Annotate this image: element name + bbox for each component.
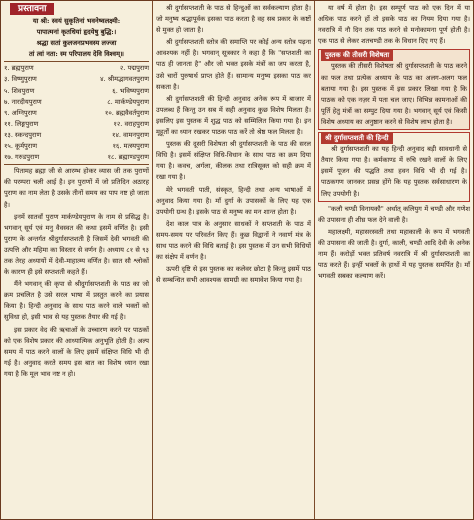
purana-name: १२. वराहपुराण <box>113 119 149 128</box>
purana-name: १७. गरुडपुराण <box>4 153 40 162</box>
quote-paragraph: "कलौ चण्डी विनायकौ" अर्थात् कलियुग में चण्डी और गणेश की उपासना ही शीघ्र फल देने वाली है। <box>318 204 470 224</box>
column-3 <box>315 1 473 519</box>
verse-line: पापात्मनां कृतधियां हृदयेषु बुद्धि:। <box>36 28 117 37</box>
paragraph: मेरे भगवती पाती, संस्कृत, हिन्दी तथा अन्य भाषाओं में अनुवाद किया गया है। माँ दुर्गा के उपासकों के लिए यह एक उपयोगी ग्रन्थ है। इसके पाठ से मनुष्य का मन शान्त होता है। <box>156 185 311 216</box>
purana-name: १०. ब्रह्मवैवर्तपुराण <box>104 108 149 117</box>
list-item <box>4 130 149 141</box>
list-item <box>4 152 149 163</box>
purana-name: १८. ब्रह्माण्डपुराण <box>107 153 149 162</box>
box-heading: पुस्तक की तीसरी विशेषता <box>321 50 393 61</box>
paragraph: श्री दुर्गासप्तशती के पाठ से हिन्दुओं का सर्वकल्याण होता है। जो मनुष्य श्रद्धापूर्वक इसका पाठ करता है वह सब प्रकार के कष्टों से मुक्त हो जाता है। <box>156 4 311 35</box>
list-item <box>4 119 149 130</box>
purana-name: १३. स्कन्दपुराण <box>4 130 42 139</box>
paragraph: या वर्ष में होता है। इस सम्पूर्ण पाठ को एक दिन में या अधिक पाठ करने हों तो इसके पाठ का नियम दिया गया है। नवरात्रि में नौ दिन तक पाठ करने से मनोकामना पूर्ण होती है। एक पाठ से लेकर शतचण्डी तक के विधान दिए गए हैं। <box>318 4 470 46</box>
list-item <box>4 86 149 97</box>
purana-name: १. ब्रह्मपुराण <box>4 64 34 73</box>
list-item <box>4 97 149 108</box>
list-item <box>4 141 149 152</box>
purana-name: १६. मत्स्यपुराण <box>112 142 149 151</box>
purana-name: २. पद्मपुराण <box>119 64 149 73</box>
paragraph: इनमें सातवाँ पुराण मार्कण्डेयपुराण के नाम से प्रसिद्ध है। भगवान् सूर्य एवं मनु वैवस्वत की कथा इसमें वर्णित है। इसी पुराण के अन्तर्गत श्रीदुर्गासप्तशती है जिसमें देवी भगवती की उत्पत्ति और महिमा का विस्तार से वर्णन है। अध्याय ८१ से ९३ तक तेरह अध्यायों में देवी-माहात्म्य वर्णित है। सात सौ श्लोकों के कारण ही इसे सप्तशती कहते हैं। <box>4 212 149 277</box>
divider <box>4 61 149 62</box>
paragraph: श्री दुर्गासप्तशती स्तोत्र की समाप्ति पर कोई अन्य स्तोत्र पढ़ना आवश्यक नहीं है। भगवान् सूत्रकार ने कहा है कि "सप्तशती का पाठ ही जानता है" और जो भक्त इसके मंत्रों का जप करता है, उसे चारों पुरुषार्थ प्राप्त होते हैं। सामान्य मनुष्य इसका पाठ कर सकता है। <box>156 38 311 91</box>
paragraph: देश काल पात्र के अनुसार साधकों ने सप्तशती के पाठ में समय-समय पर परिवर्तन किए हैं। कुछ विद्वानों ने नवार्ण मंत्र के साथ पाठ करने की विधि बताई है। इस पुस्तक में उन सभी विधियों का संक्षेप में वर्णन है। <box>156 219 311 262</box>
purana-name: ९. अग्निपुराण <box>4 108 37 117</box>
purana-name: ७. नारदीयपुराण <box>4 97 42 106</box>
list-item <box>4 63 149 74</box>
purana-name: ८. मार्कण्डेयपुराण <box>107 97 149 106</box>
box-text: श्री दुर्गासप्तशती का यह हिन्दी अनुवाद बड़ी सावधानी से तैयार किया गया है। कर्मकाण्ड में रुचि रखने वालों के लिए इसमें पूजन की पद्धति तथा हवन विधि भी दी गई है। पाठकगण जानकर प्रसन्न होंगे कि यह पुस्तक सर्वसाधारण के लिए उपयोगी है। <box>321 145 467 198</box>
highlight-box <box>318 132 470 202</box>
verse-line: श्रद्धा सतां कुलजनप्रभवस्य लज्जा <box>36 39 117 48</box>
invocation-verse <box>4 16 149 60</box>
paragraph: महालक्ष्मी, महासरस्वती तथा महाकाली के रूप में भगवती की उपासना की जाती है। दुर्गा, काली, चण्डी आदि देवी के अनेक नाम हैं। करोड़ों भक्त प्रतिवर्ष नवरात्रि में श्री दुर्गासप्तशती का पाठ करते हैं। इन्हीं भक्तों के हाथों में यह पुस्तक समर्पित है। माँ भगवती सबका कल्याण करें। <box>318 227 470 281</box>
page-title: प्रस्तावना <box>10 3 54 15</box>
paragraph: पितामह ब्रह्मा जी से आरम्भ होकर व्यास जी तक पुराणों की परम्परा चली आई है। इन पुराणों में जो प्रतिदिन अठारह पुराण का नाम लेता है उसके तीनों समय का पाप नष्ट हो जाता है। <box>4 167 149 209</box>
paragraph: श्री दुर्गासप्तशती की हिन्दी अनुवाद अनेक रूप में बाजार में उपलब्ध हैं किन्तु उन सब में सही अनुवाद कुछ विशेष मिलता है। इसलिए इस पुस्तक में शुद्ध पाठ को सम्मिलित किया गया है। इन मूहूर्तों का ध्यान रखकर पाठक पाठ करें तो श्रेष्ठ फल मिलता है। <box>156 94 311 137</box>
purana-name: १५. कूर्मपुराण <box>4 142 37 151</box>
purana-name: ११. लिङ्गपुराण <box>4 119 39 128</box>
purana-name: १४. वामनपुराण <box>112 130 149 139</box>
paragraph: पुस्तक की दूसरी विशेषता श्री दुर्गासप्तशती के पाठ की सरल विधि है। इसमें संक्षिप्त विधि-विधान के साथ पाठ का क्रम दिया गया है। कवच, अर्गला, कीलक तथा रात्रिसूक्त को सही क्रम में रखा गया है। <box>156 140 311 182</box>
purana-name: ४. श्रीमद्भागवतपुराण <box>100 75 149 84</box>
purana-list <box>4 63 149 163</box>
purana-name: ६. भविष्यपुराण <box>112 86 149 95</box>
box-heading: श्री दुर्गासप्तशती की हिन्दी <box>321 133 393 144</box>
verse-line: या श्री: स्वयं सुकृतिनां भवनेष्वलक्ष्मी: <box>32 17 121 25</box>
purana-name: ५. शिवपुराण <box>4 86 35 95</box>
purana-name: ३. विष्णुपुराण <box>4 75 37 84</box>
box-text: पुस्तक की तीसरी विशेषता श्री दुर्गासप्तशती के पाठ करने का फल तथा प्रत्येक अध्याय के पाठ का अलग-अलग फल बताया गया है। इस पुस्तक में इस प्रकार लिखा गया है कि पाठक को एक नज़र में पता चल जाए। विभिन्न कामनाओं की पूर्ति हेतु मंत्रों का सम्पुट दिया गया है। भगवान् सूर्य एवं किसी विशेष अध्याय का अनुष्ठान करने से विशेष लाभ होता है। <box>321 62 467 126</box>
list-item <box>4 74 149 85</box>
list-item <box>4 108 149 119</box>
verse-line: तां त्वां नता: स्म परिपालय देवि विश्वम्॥ <box>29 50 124 59</box>
paragraph: इस प्रकार वेद की ऋचाओं के उच्चारण करने पर पाठकों को एक विशेष प्रकार की आध्यात्मिक अनुभूति होती है। अल्प समय में पाठ करने वालों के लिए इसमें संक्षिप्त विधि भी दी गई है। अनुवाद करते समय इस बात का विशेष ध्यान रखा गया है कि मूल भाव नष्ट न हो। <box>4 325 149 378</box>
column-2 <box>153 1 315 519</box>
column-1 <box>1 1 153 519</box>
divider <box>4 164 149 165</box>
paragraph: ऊपरी दृष्टि से इस पुस्तक का कलेवर छोटा है किन्तु इसमें पाठ से सम्बन्धित सभी आवश्यक सामग्री का समावेश किया गया है। <box>156 265 311 285</box>
paragraph: मैंने भगवान् की कृपा से श्रीदुर्गासप्तशती के पाठ का जो क्रम प्रचलित है उसे सरल भाषा में प्रस्तुत करने का प्रयास किया है। हिन्दी अनुवाद के साथ पाठ करने वाले भक्तों को सुविधा हो, इसी भाव से यह पुस्तक तैयार की गई है। <box>4 280 149 322</box>
highlight-box <box>318 49 470 130</box>
